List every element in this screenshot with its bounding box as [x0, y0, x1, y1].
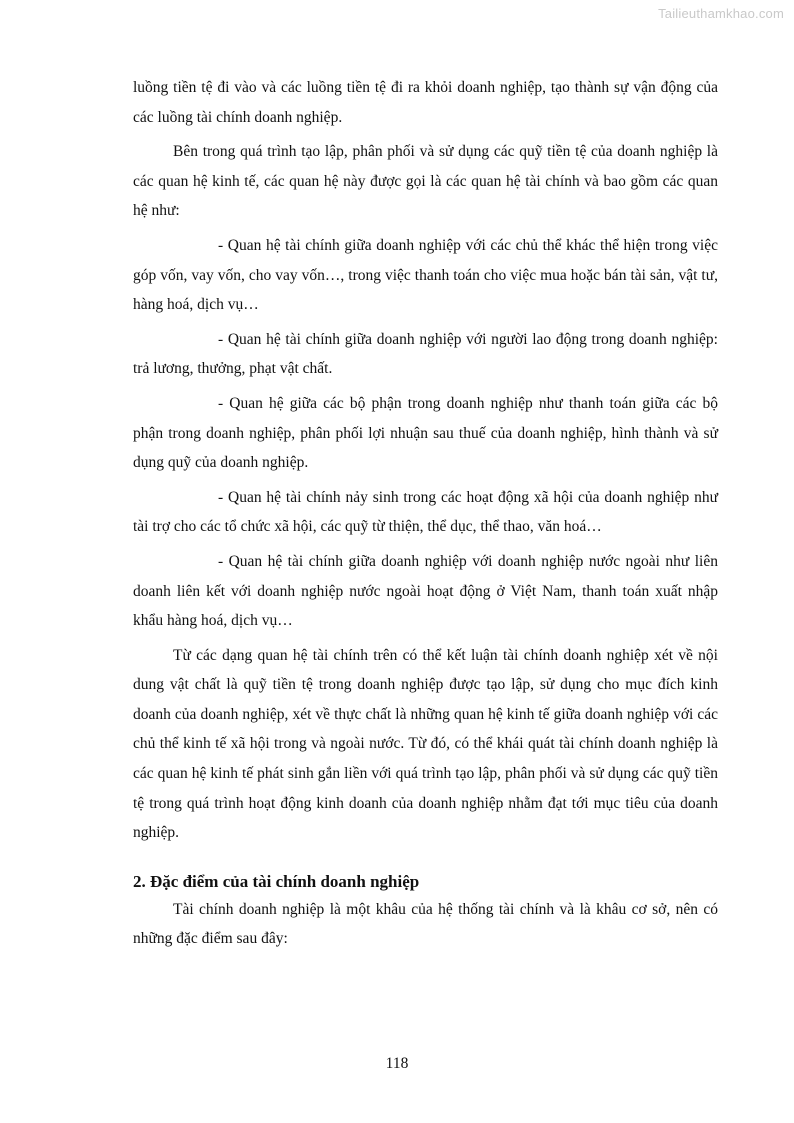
- document-body: [133, 73, 718, 954]
- list-item-relation-social-activities: - Quan hệ tài chính nảy sinh trong các hoạt động xã hội của doanh nghiệp như tài trợ cho các tổ chức xã hội, các quỹ từ thiện, thể dục, thể thao, văn hoá…: [133, 488, 718, 536]
- watermark: Tailieuthamkhao.com: [658, 6, 784, 21]
- paragraph-continuation: luồng tiền tệ đi vào và các luồng tiền tệ đi ra khỏi doanh nghiệp, tạo thành sự vận động của các luồng tài chính doanh nghiệp.: [133, 79, 718, 126]
- paragraph-financial-relations-intro: Bên trong quá trình tạo lập, phân phối và sử dụng các quỹ tiền tệ của doanh nghiệp là các quan hệ kinh tế, các quan hệ này được gọi là các quan hệ tài chính và bao gồm các quan hệ như:: [133, 143, 718, 220]
- paragraph-conclusion: Từ các dạng quan hệ tài chính trên có thể kết luận tài chính doanh nghiệp xét về nội dung vật chất là quỹ tiền tệ trong doanh nghiệp được tạo lập, sử dụng cho mục đích kinh doanh của doanh nghiệp, xét về thực chất là những quan hệ kinh tế giữa doanh nghiệp với các chủ thể kinh tế xã hội trong và ngoài nước. Từ đó, có thể khái quát tài chính doanh nghiệp là các quan hệ kinh tế phát sinh gắn liền với quá trình tạo lập, phân phối và sử dụng các quỹ tiền tệ trong quá trình hoạt động kinh doanh của doanh nghiệp nhằm đạt tới mục tiêu của doanh nghiệp.: [133, 646, 718, 842]
- paragraph-section-intro: Tài chính doanh nghiệp là một khâu của hệ thống tài chính và là khâu cơ sở, nên có những đặc điểm sau đây:: [133, 900, 718, 948]
- list-item-relation-foreign-enterprises: - Quan hệ tài chính giữa doanh nghiệp với doanh nghiệp nước ngoài như liên doanh liên kết với doanh nghiệp nước ngoài hoạt động ở Việt Nam, thanh toán xuất nhập khẩu hàng hoá, dịch vụ…: [133, 552, 718, 630]
- list-item-relation-other-entities: - Quan hệ tài chính giữa doanh nghiệp với các chủ thể khác thể hiện trong việc góp vốn, vay vốn, cho vay vốn…, trong việc thanh toán cho việc mua hoặc bán tài sản, vật tư, hàng hoá, dịch vụ…: [133, 236, 718, 314]
- section-heading: 2. Đặc điểm của tài chính doanh nghiệp: [133, 871, 420, 891]
- page-number: 118: [385, 1055, 409, 1072]
- list-item-relation-internal-departments: - Quan hệ giữa các bộ phận trong doanh nghiệp như thanh toán giữa các bộ phận trong doanh nghiệp, phân phối lợi nhuận sau thuế của doanh nghiệp, hình thành và sử dụng quỹ của doanh nghiệp.: [133, 394, 718, 472]
- list-item-relation-employees: - Quan hệ tài chính giữa doanh nghiệp với người lao động trong doanh nghiệp: trả lương, thưởng, phạt vật chất.: [133, 330, 718, 378]
